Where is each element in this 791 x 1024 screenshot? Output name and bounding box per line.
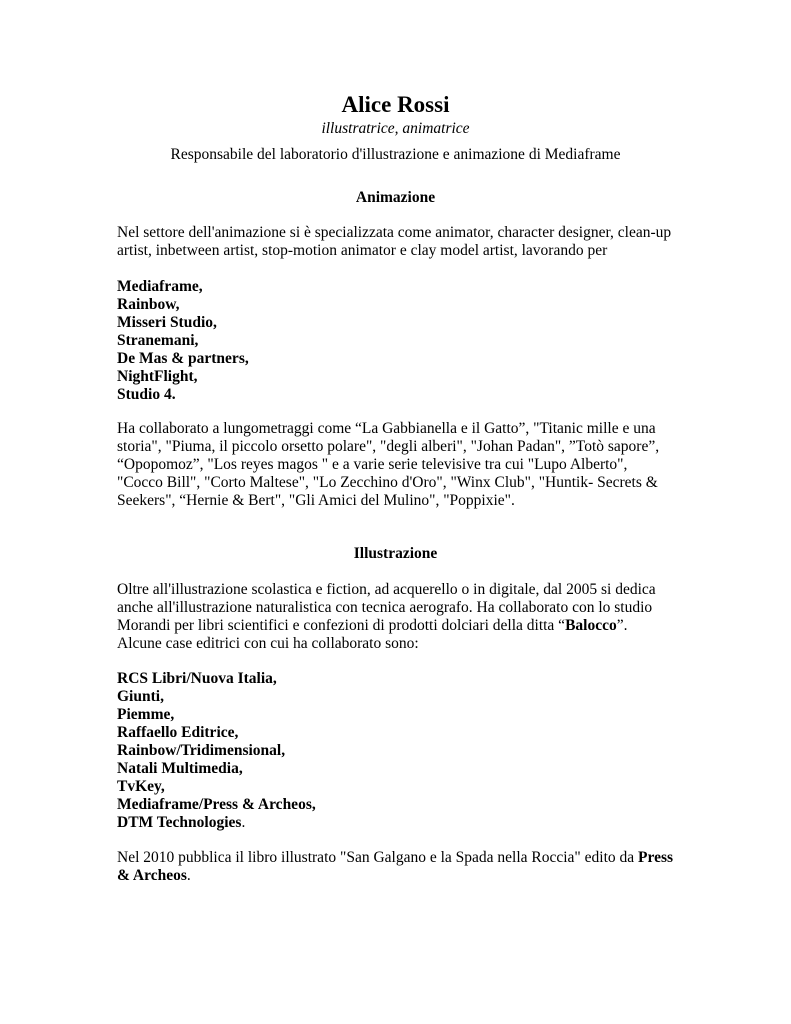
publisher-name: & Archeos bbox=[117, 867, 187, 884]
list-item: Mediaframe, bbox=[117, 278, 203, 295]
section-heading-animazione: Animazione bbox=[355, 189, 436, 206]
publisher-name: Press bbox=[638, 849, 674, 866]
text-run: Morandi per libri scientifici e confezioni di prodotti dolciari della ditta “ bbox=[117, 617, 566, 634]
list-item: Rainbow, bbox=[117, 296, 180, 313]
paragraph-line: anche all'illustrazione naturalistica con tecnica aerografo. Ha collaborato con lo studio bbox=[117, 599, 653, 616]
paragraph-line: "Cocco Bill", "Corto Maltese", "Lo Zecchino d'Oro", "Winx Club", "Huntik- Secrets & bbox=[117, 474, 658, 491]
book-paragraph bbox=[117, 849, 697, 885]
list-item bbox=[117, 814, 316, 832]
list-item: Natali Multimedia, bbox=[117, 760, 243, 777]
studio-list bbox=[117, 278, 249, 404]
text-run: Nel 2010 pubblica il libro illustrato "San Galgano e la Spada nella Roccia" edito da bbox=[117, 849, 639, 866]
text-run: ”. bbox=[616, 617, 628, 634]
list-item: Giunti, bbox=[117, 688, 164, 705]
paragraph-line bbox=[117, 867, 697, 885]
list-item: Raffaello Editrice, bbox=[117, 724, 239, 741]
illustrazione-intro bbox=[117, 581, 697, 653]
list-item: De Mas & partners, bbox=[117, 350, 249, 367]
paragraph-line: storia", "Piuma, il piccolo orsetto polare", "degli alberi", "Johan Padan", ”Totò sapore”, bbox=[117, 438, 660, 455]
paragraph-line: Seekers", “Hernie & Bert", "Gli Amici del Mulino", "Poppixie". bbox=[117, 492, 515, 509]
list-item: Mediaframe/Press & Archeos, bbox=[117, 796, 316, 813]
list-item: NightFlight, bbox=[117, 368, 198, 385]
animazione-collaborations bbox=[117, 420, 697, 510]
list-item-text: DTM Technologies bbox=[117, 814, 242, 831]
paragraph-line: “Opopomoz”, "Los reyes magos " e a varie serie televisive tra cui "Lupo Alberto", bbox=[117, 456, 628, 473]
list-item: Rainbow/Tridimensional, bbox=[117, 742, 286, 759]
publisher-list bbox=[117, 670, 316, 832]
section-heading-illustrazione: Illustrazione bbox=[353, 545, 438, 562]
paragraph-line bbox=[117, 617, 697, 635]
list-item: RCS Libri/Nuova Italia, bbox=[117, 670, 277, 687]
animazione-intro bbox=[117, 224, 697, 260]
author-name: Alice Rossi bbox=[341, 92, 450, 117]
list-item: Piemme, bbox=[117, 706, 175, 723]
text-run: . bbox=[186, 867, 191, 884]
list-item-suffix: . bbox=[241, 814, 246, 831]
author-role: Responsabile del laboratorio d'illustrazione e animazione di Mediaframe bbox=[170, 146, 621, 163]
list-item: TvKey, bbox=[117, 778, 165, 795]
list-item: Stranemani, bbox=[117, 332, 199, 349]
brand-name: Balocco bbox=[565, 617, 617, 634]
paragraph-line: Nel settore dell'animazione si è specializzata come animator, character designer, clean-up bbox=[117, 224, 672, 241]
author-subtitle: illustratrice, animatrice bbox=[321, 120, 470, 137]
paragraph-line: Ha collaborato a lungometraggi come “La Gabbianella e il Gatto”, "Titanic mille e una bbox=[117, 420, 656, 437]
paragraph-line: artist, inbetween artist, stop-motion animator e clay model artist, lavorando per bbox=[117, 242, 608, 259]
paragraph-line: Oltre all'illustrazione scolastica e fiction, ad acquerello o in digitale, dal 2005 si dedica bbox=[117, 581, 656, 598]
list-item: Misseri Studio, bbox=[117, 314, 217, 331]
paragraph-line bbox=[117, 849, 697, 867]
list-item: Studio 4. bbox=[117, 386, 176, 403]
paragraph-line: Alcune case editrici con cui ha collaborato sono: bbox=[117, 635, 419, 652]
